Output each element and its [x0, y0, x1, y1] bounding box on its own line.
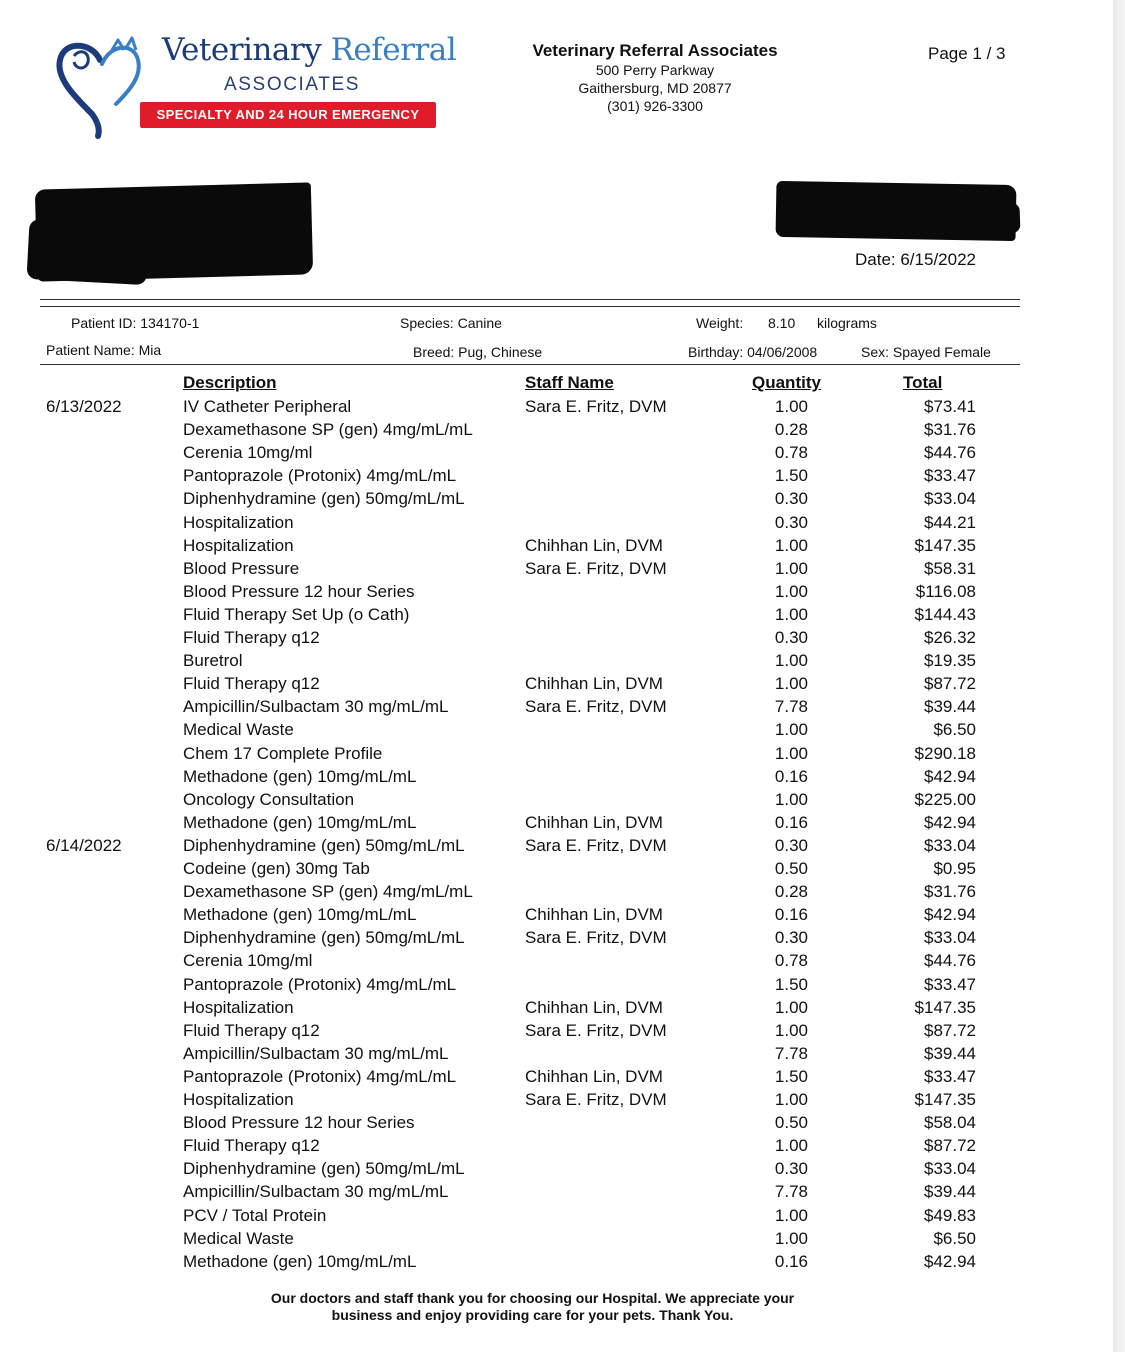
table-row — [0, 397, 1125, 420]
invoice-date: Date: 6/15/2022 — [855, 250, 976, 269]
row-total: $147.35 — [914, 1090, 976, 1109]
row-quantity: 1.00 — [774, 1228, 808, 1248]
table-row — [0, 928, 1125, 951]
patient-id: Patient ID: 134170-1 — [71, 315, 200, 331]
row-quantity: 0.30 — [774, 1159, 808, 1179]
clinic-address-line1: 500 Perry Parkway — [595, 62, 715, 78]
table-row — [0, 536, 1125, 559]
row-quantity: 1.00 — [774, 397, 808, 416]
row-description: IV Catheter Peripheral — [183, 397, 352, 416]
table-row — [0, 1136, 1125, 1159]
table-row — [0, 905, 1125, 928]
table-row — [0, 951, 1125, 974]
row-quantity: 1.00 — [774, 651, 808, 671]
row-description: Dexamethasone SP (gen) 4mg/mL/mL — [183, 420, 473, 440]
page-number: Page 1 / 3 — [928, 44, 1006, 63]
logo-subtitle: ASSOCIATES — [224, 74, 361, 95]
redaction-block — [890, 203, 1021, 238]
row-quantity: 1.00 — [774, 720, 808, 740]
table-row — [0, 1229, 1125, 1252]
patient-name: Patient Name: Mia — [46, 342, 162, 358]
row-quantity: 0.16 — [774, 905, 808, 925]
table-row — [0, 744, 1125, 767]
row-description: Chem 17 Complete Profile — [183, 743, 383, 763]
row-total: $42.94 — [924, 766, 976, 786]
row-quantity: 0.30 — [774, 512, 808, 532]
row-staff-name: Sara E. Fritz, DVM — [525, 558, 667, 578]
row-total: $73.41 — [924, 397, 976, 416]
row-description: Diphenhydramine (gen) 50mg/mL/mL — [183, 835, 465, 855]
footer-message — [230, 1290, 835, 1324]
row-description: Ampicillin/Sulbactam 30 mg/mL/mL — [183, 1182, 449, 1202]
row-description: Medical Waste — [183, 1228, 294, 1248]
row-total: $49.83 — [924, 1205, 976, 1225]
row-quantity: 0.28 — [774, 882, 808, 902]
table-row — [0, 1113, 1125, 1136]
row-quantity: 1.00 — [774, 1136, 808, 1156]
row-description: Pantoprazole (Protonix) 4mg/mL/mL — [183, 1066, 457, 1086]
row-quantity: 0.30 — [774, 628, 808, 647]
row-description: PCV / Total Protein — [183, 1205, 327, 1225]
table-row — [0, 1044, 1125, 1067]
table-row — [0, 651, 1125, 674]
row-total: $42.94 — [924, 905, 976, 925]
row-quantity: 0.78 — [774, 951, 808, 971]
row-description: Blood Pressure — [183, 558, 300, 578]
row-description: Blood Pressure 12 hour Series — [183, 1113, 415, 1133]
table-row — [0, 513, 1125, 536]
row-quantity: 1.00 — [774, 997, 808, 1017]
row-description: Cerenia 10mg/ml — [183, 951, 313, 971]
heart-pet-logo-icon — [52, 30, 147, 140]
row-staff-name: Sara E. Fritz, DVM — [525, 397, 667, 416]
logo-name-part2: Referral — [330, 32, 457, 68]
footer-line2: business and enjoy providing care for your pets. Thank You. — [331, 1307, 734, 1323]
row-quantity: 1.00 — [774, 558, 808, 578]
row-quantity: 1.00 — [774, 1020, 808, 1040]
table-row — [0, 1182, 1125, 1205]
logo-name-part1: Veterinary — [162, 32, 322, 68]
row-description: Pantoprazole (Protonix) 4mg/mL/mL — [183, 974, 457, 994]
row-description: Medical Waste — [183, 720, 294, 740]
table-row — [0, 489, 1125, 512]
row-total: $58.04 — [924, 1113, 976, 1133]
row-total: $39.44 — [924, 1182, 976, 1202]
row-staff-name: Chihhan Lin, DVM — [525, 812, 663, 832]
row-quantity: 0.30 — [774, 835, 808, 855]
row-quantity: 0.16 — [774, 812, 808, 832]
row-quantity: 7.78 — [774, 1043, 808, 1063]
row-total: $147.35 — [914, 535, 976, 555]
row-quantity: 1.00 — [774, 604, 808, 624]
table-row — [0, 975, 1125, 998]
row-total: $33.47 — [924, 974, 976, 994]
row-total: $33.04 — [924, 1159, 976, 1179]
patient-species: Species: Canine — [400, 315, 502, 331]
row-description: Buretrol — [183, 651, 243, 671]
row-quantity: 0.50 — [774, 1113, 808, 1133]
row-quantity: 7.78 — [774, 697, 808, 717]
table-row — [0, 1067, 1125, 1090]
row-date: 6/13/2022 — [46, 397, 122, 416]
table-row — [0, 697, 1125, 720]
row-total: $58.31 — [924, 558, 976, 578]
row-total: $144.43 — [914, 604, 976, 624]
row-description: Fluid Therapy q12 — [183, 628, 320, 647]
row-description: Codeine (gen) 30mg Tab — [183, 859, 370, 878]
redaction-block — [27, 219, 150, 285]
row-description: Methadone (gen) 10mg/mL/mL — [183, 1251, 417, 1271]
row-staff-name: Chihhan Lin, DVM — [525, 905, 663, 925]
row-description: Dexamethasone SP (gen) 4mg/mL/mL — [183, 882, 473, 902]
row-quantity: 1.50 — [774, 1066, 808, 1086]
row-total: $44.21 — [924, 512, 976, 532]
row-staff-name: Chihhan Lin, DVM — [525, 535, 663, 555]
table-row — [0, 1090, 1125, 1113]
row-staff-name: Chihhan Lin, DVM — [525, 674, 663, 694]
row-total: $147.35 — [914, 997, 976, 1017]
row-description: Ampicillin/Sulbactam 30 mg/mL/mL — [183, 1043, 449, 1063]
row-description: Ampicillin/Sulbactam 30 mg/mL/mL — [183, 697, 449, 717]
table-row — [0, 628, 1125, 651]
row-staff-name: Sara E. Fritz, DVM — [525, 835, 667, 855]
row-total: $6.50 — [933, 1228, 976, 1248]
row-description: Diphenhydramine (gen) 50mg/mL/mL — [183, 489, 465, 509]
table-row — [0, 605, 1125, 628]
table-row — [0, 1206, 1125, 1229]
row-quantity: 1.50 — [774, 466, 808, 486]
table-row — [0, 882, 1125, 905]
row-quantity: 0.28 — [774, 420, 808, 440]
row-description: Diphenhydramine (gen) 50mg/mL/mL — [183, 928, 465, 948]
table-row — [0, 559, 1125, 582]
row-total: $31.76 — [924, 882, 976, 902]
row-description: Fluid Therapy q12 — [183, 1020, 320, 1040]
patient-weight-value: 8.10 — [768, 315, 796, 331]
logo-name — [162, 32, 456, 68]
row-quantity: 0.30 — [774, 928, 808, 948]
row-total: $87.72 — [924, 674, 976, 694]
row-quantity: 1.00 — [774, 535, 808, 555]
row-total: $44.76 — [924, 951, 976, 971]
row-staff-name: Sara E. Fritz, DVM — [525, 697, 667, 717]
row-date: 6/14/2022 — [46, 835, 122, 855]
table-row — [0, 998, 1125, 1021]
table-row — [0, 582, 1125, 605]
row-total: $44.76 — [924, 443, 976, 463]
header-total: Total — [903, 373, 943, 392]
row-description: Oncology Consultation — [183, 789, 355, 809]
row-staff-name: Sara E. Fritz, DVM — [525, 1090, 667, 1109]
table-row — [0, 859, 1125, 882]
patient-sex: Sex: Spayed Female — [861, 344, 991, 360]
row-staff-name: Chihhan Lin, DVM — [525, 997, 663, 1017]
table-row — [0, 1252, 1125, 1275]
row-quantity: 0.50 — [774, 859, 808, 878]
row-description: Blood Pressure 12 hour Series — [183, 581, 415, 601]
row-total: $39.44 — [924, 697, 976, 717]
row-description: Fluid Therapy Set Up (o Cath) — [183, 604, 410, 624]
row-quantity: 0.30 — [774, 489, 808, 509]
row-description: Methadone (gen) 10mg/mL/mL — [183, 766, 417, 786]
row-quantity: 7.78 — [774, 1182, 808, 1202]
row-description: Hospitalization — [183, 535, 294, 555]
row-quantity: 1.00 — [774, 743, 808, 763]
table-row — [0, 813, 1125, 836]
row-total: $31.76 — [924, 420, 976, 440]
row-total: $290.18 — [914, 743, 976, 763]
clinic-name: Veterinary Referral Associates — [532, 41, 778, 60]
clinic-address-line2: Gaithersburg, MD 20877 — [578, 80, 732, 96]
row-quantity: 1.00 — [774, 1090, 808, 1109]
patient-birthday: Birthday: 04/06/2008 — [688, 344, 818, 360]
row-total: $19.35 — [924, 651, 976, 671]
row-total: $87.72 — [924, 1136, 976, 1156]
table-row — [0, 1021, 1125, 1044]
clinic-logo — [52, 30, 457, 142]
table-row — [0, 674, 1125, 697]
row-total: $33.04 — [924, 928, 976, 948]
divider — [40, 364, 1020, 365]
row-total: $6.50 — [933, 720, 976, 740]
divider — [40, 299, 1020, 300]
row-total: $33.04 — [924, 835, 976, 855]
row-description: Hospitalization — [183, 512, 294, 532]
row-total: $26.32 — [924, 628, 976, 647]
row-description: Diphenhydramine (gen) 50mg/mL/mL — [183, 1159, 465, 1179]
row-quantity: 1.00 — [774, 789, 808, 809]
clinic-phone: (301) 926-3300 — [607, 98, 703, 114]
row-quantity: 1.00 — [774, 581, 808, 601]
row-description: Fluid Therapy q12 — [183, 1136, 320, 1156]
patient-weight-unit: kilograms — [817, 315, 877, 331]
row-quantity: 1.00 — [774, 674, 808, 694]
table-row — [0, 836, 1125, 859]
row-staff-name: Sara E. Fritz, DVM — [525, 928, 667, 948]
row-description: Cerenia 10mg/ml — [183, 443, 313, 463]
row-total: $33.47 — [924, 466, 976, 486]
divider — [40, 306, 1020, 307]
table-row — [0, 1159, 1125, 1182]
row-description: Methadone (gen) 10mg/mL/mL — [183, 812, 417, 832]
row-description: Methadone (gen) 10mg/mL/mL — [183, 905, 417, 925]
row-total: $87.72 — [924, 1020, 976, 1040]
header-staff-name: Staff Name — [525, 373, 614, 392]
row-total: $0.95 — [933, 859, 976, 878]
row-quantity: 0.16 — [774, 1251, 808, 1271]
row-description: Fluid Therapy q12 — [183, 674, 320, 694]
row-staff-name: Sara E. Fritz, DVM — [525, 1020, 667, 1040]
table-row — [0, 767, 1125, 790]
logo-tagline: SPECIALTY AND 24 HOUR EMERGENCY — [140, 102, 436, 128]
row-total: $225.00 — [914, 789, 976, 809]
table-row — [0, 443, 1125, 466]
row-total: $39.44 — [924, 1043, 976, 1063]
row-total: $33.47 — [924, 1066, 976, 1086]
table-row — [0, 420, 1125, 443]
row-description: Pantoprazole (Protonix) 4mg/mL/mL — [183, 466, 457, 486]
row-total: $42.94 — [924, 1251, 976, 1271]
row-description: Hospitalization — [183, 1090, 294, 1109]
row-quantity: 1.50 — [774, 974, 808, 994]
patient-breed: Breed: Pug, Chinese — [413, 344, 543, 360]
row-total: $33.04 — [924, 489, 976, 509]
clinic-address-block — [500, 41, 810, 115]
row-quantity: 0.16 — [774, 766, 808, 786]
table-row — [0, 466, 1125, 489]
row-total: $116.08 — [915, 581, 976, 601]
table-row — [0, 720, 1125, 743]
header-quantity: Quantity — [752, 373, 821, 392]
row-description: Hospitalization — [183, 997, 294, 1017]
row-staff-name: Chihhan Lin, DVM — [525, 1066, 663, 1086]
header-description: Description — [183, 373, 277, 392]
row-total: $42.94 — [924, 812, 976, 832]
table-row — [0, 790, 1125, 813]
row-quantity: 1.00 — [774, 1205, 808, 1225]
row-quantity: 0.78 — [774, 443, 808, 463]
footer-line1: Our doctors and staff thank you for choosing our Hospital. We appreciate your — [270, 1290, 795, 1306]
patient-weight-label: Weight: — [696, 315, 744, 331]
